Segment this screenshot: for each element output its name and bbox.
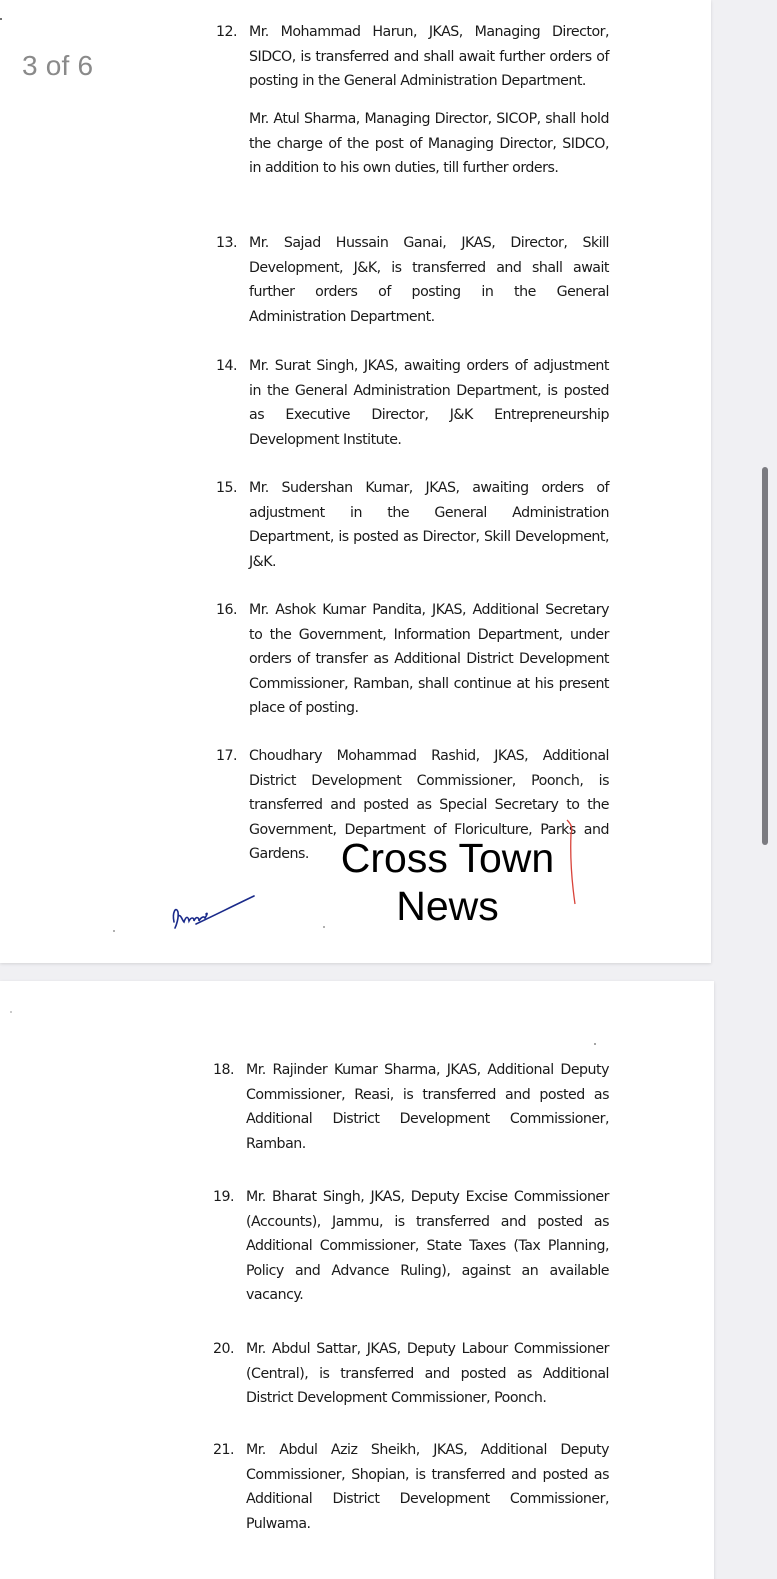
- document-page-4: [0, 981, 714, 1579]
- order-item-16: [216, 598, 609, 721]
- scan-speck: [10, 1011, 12, 1013]
- item-number: 19.: [213, 1189, 235, 1205]
- item-text: Mr. Abdul Sattar, JKAS, Deputy Labour Commissioner (Central), is transferred and posted as Additional District Development Commissioner, Poonch.: [246, 1341, 609, 1407]
- item-number: 15.: [216, 480, 238, 496]
- watermark-line-1: Cross Town: [340, 835, 555, 881]
- item-number: 12.: [216, 24, 238, 40]
- signature: [168, 890, 263, 935]
- item-number: 21.: [213, 1442, 235, 1458]
- item-text: Mr. Surat Singh, JKAS, awaiting orders of adjustment in the General Administration Department, is posted as Executive Director, J&K Entrepreneurship Development Institute.: [249, 358, 609, 448]
- item-number: 18.: [213, 1062, 235, 1078]
- order-item-12: [216, 20, 609, 94]
- item-text: Mr. Abdul Aziz Sheikh, JKAS, Additional Deputy Commissioner, Shopian, is transferred and posted as Additional District Development Commissioner, Pulwama.: [246, 1442, 609, 1532]
- order-item-14: [216, 354, 609, 452]
- order-item-12-subparagraph: Mr. Atul Sharma, Managing Director, SICOP, shall hold the charge of the post of Managing Director, SIDCO, in addition to his own duties, till further orders.: [249, 111, 609, 177]
- watermark-line-2: News: [396, 883, 499, 929]
- scan-speck: [323, 926, 325, 928]
- order-item-15: [216, 476, 609, 574]
- item-text: Choudhary Mohammad Rashid, JKAS, Additional District Development Commissioner, Poonch, is transferred and posted as Special Secretary to the Government, Department of Floriculture, Parks and Gardens.: [249, 748, 609, 863]
- item-text: Mr. Mohammad Harun, JKAS, Managing Director, SIDCO, is transferred and shall await further orders of posting in the General Administration Department.: [249, 24, 609, 90]
- order-item-13: [216, 231, 609, 329]
- order-item-19: [213, 1185, 609, 1308]
- item-text: Mr. Rajinder Kumar Sharma, JKAS, Additional Deputy Commissioner, Reasi, is transferred and posted as Additional District Development Commissioner, Ramban.: [246, 1062, 609, 1152]
- watermark: [320, 834, 575, 930]
- scan-speck: [113, 930, 115, 932]
- item-number: 17.: [216, 748, 238, 764]
- order-item-20: [213, 1337, 609, 1411]
- item-number: 13.: [216, 235, 238, 251]
- scan-speck: [594, 1043, 596, 1045]
- item-text: Mr. Ashok Kumar Pandita, JKAS, Additional Secretary to the Government, Information Department, under orders of transfer as Additional District Development Commissioner, Ramban, shall continue at his present place of posting.: [249, 602, 609, 717]
- item-text: Mr. Bharat Singh, JKAS, Deputy Excise Commissioner (Accounts), Jammu, is transferred and posted as Additional Commissioner, State Taxes (Tax Planning, Policy and Advance Ruling), against an available vacancy.: [246, 1189, 609, 1304]
- item-text: Mr. Sudershan Kumar, JKAS, awaiting orders of adjustment in the General Administration Department, is posted as Director, Skill Development, J&K.: [249, 480, 609, 570]
- order-item-18: [213, 1058, 609, 1156]
- page-indicator: 3 of 6: [22, 50, 94, 81]
- order-item-21: [213, 1438, 609, 1536]
- item-number: 16.: [216, 602, 238, 618]
- scan-speck: [0, 18, 2, 20]
- item-text: Mr. Sajad Hussain Ganai, JKAS, Director, Skill Development, J&K, is transferred and shall await further orders of posting in the General Administration Department.: [249, 235, 609, 325]
- scrollbar-thumb[interactable]: [762, 467, 768, 845]
- item-number: 20.: [213, 1341, 235, 1357]
- item-number: 14.: [216, 358, 238, 374]
